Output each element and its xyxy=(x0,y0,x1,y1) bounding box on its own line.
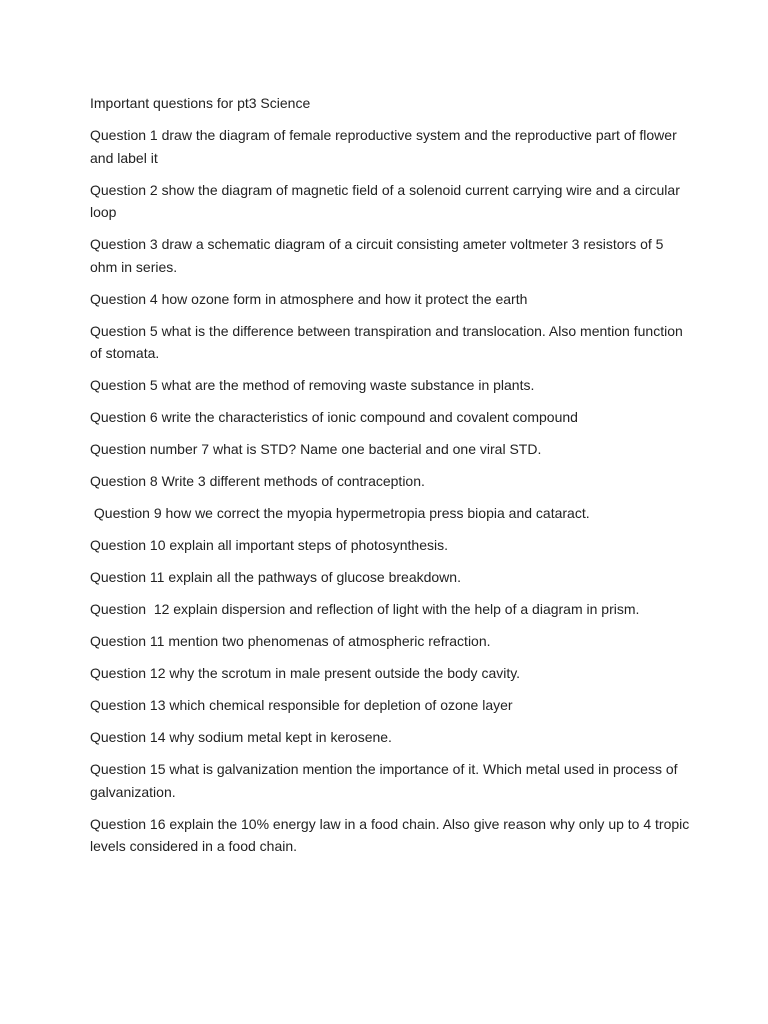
question-item: Question 14 why sodium metal kept in kerosene. xyxy=(90,729,392,745)
question-item: Question 3 draw a schematic diagram of a circuit consisting ameter voltmeter 3 resistors of 5 ohm in series. xyxy=(90,236,668,275)
question-item: Question 16 explain the 10% energy law in a food chain. Also give reason why only up to 4 tropic levels considered in a food chain. xyxy=(90,815,694,854)
question-item: Question 11 explain all the pathways of glucose breakdown. xyxy=(90,569,461,585)
question-item: Question 12 why the scrotum in male present outside the body cavity. xyxy=(90,665,521,681)
question-item: Question 1 draw the diagram of female reproductive system and the reproductive part of flower and label it xyxy=(90,127,681,166)
question-item: Question 13 which chemical responsible for depletion of ozone layer xyxy=(90,697,513,713)
question-item: Question 4 how ozone form in atmosphere and how it protect the earth xyxy=(90,290,528,307)
question-item: Question 9 how we correct the myopia hypermetropia press biopia and cataract. xyxy=(90,505,590,521)
question-item: Question 5 what is the difference between transpiration and translocation. Also mention function of stomata. xyxy=(90,322,687,361)
question-item: Question 11 mention two phenomenas of atmospheric refraction. xyxy=(90,633,491,649)
document-title: Important questions for pt3 Science xyxy=(90,95,311,111)
question-item: Question 15 what is galvanization mention the importance of it. Which metal used in process of galvanization. xyxy=(90,761,682,800)
question-item: Question 12 explain dispersion and reflection of light with the help of a diagram in prism. xyxy=(90,601,640,617)
question-item: Question number 7 what is STD? Name one bacterial and one viral STD. xyxy=(90,441,542,457)
question-item: Question 6 write the characteristics of ionic compound and covalent compound xyxy=(90,409,578,425)
question-item: Question 5 what are the method of removing waste substance in plants. xyxy=(90,377,535,393)
question-item: Question 2 show the diagram of magnetic field of a solenoid current carrying wire and a circular loop xyxy=(90,181,684,220)
question-item: Question 8 Write 3 different methods of contraception. xyxy=(90,473,425,489)
question-item: Question 10 explain all important steps of photosynthesis. xyxy=(90,537,448,553)
document-body xyxy=(90,92,694,867)
